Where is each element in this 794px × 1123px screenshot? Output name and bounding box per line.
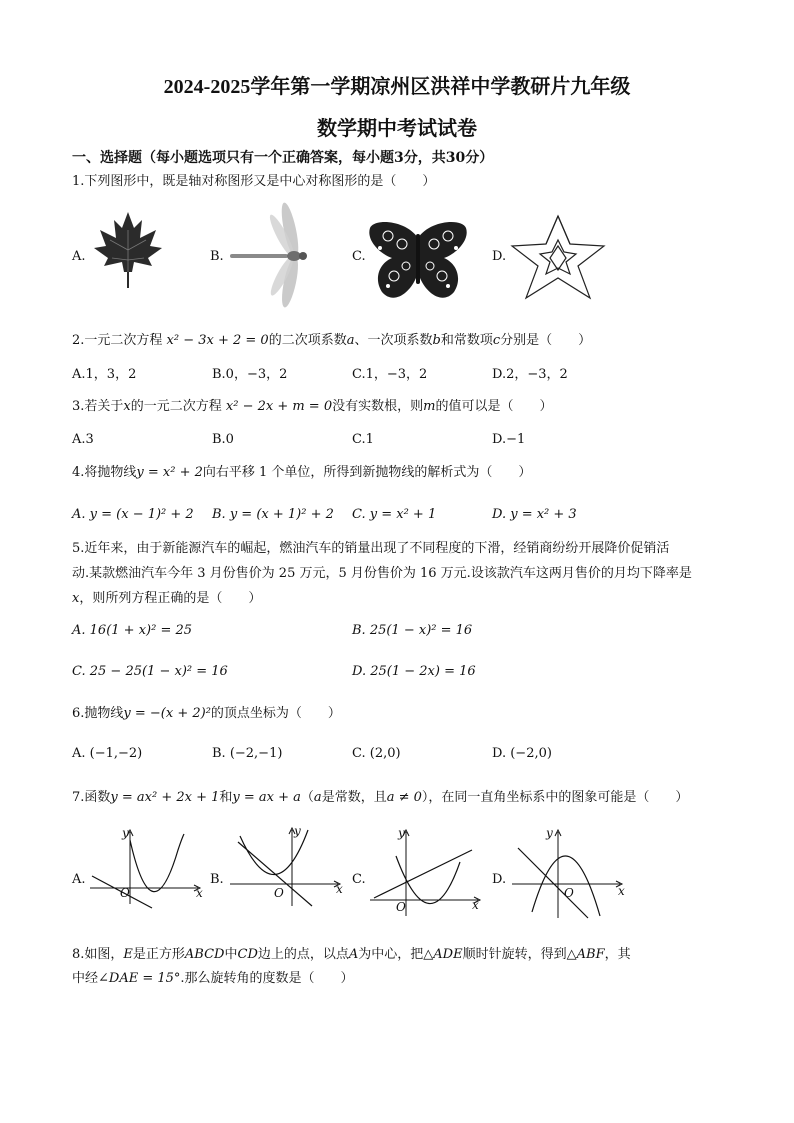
- q8-text-b: 是正方形: [132, 947, 185, 962]
- question-1-stem: 1.下列图形中，既是轴对称图形又是中心对称图形的是（ ）: [72, 174, 436, 189]
- q1-option-c-label: C.: [352, 249, 366, 264]
- q8-text-i: .那么旋转角的度数是（ ）: [180, 971, 354, 986]
- butterfly-image: [366, 218, 470, 304]
- q6-option-a: A. (−1,−2): [72, 746, 143, 761]
- q3-option-b: B.0: [212, 432, 234, 447]
- q1-option-a-label: A.: [72, 249, 86, 264]
- q8-text-h: 中经: [72, 971, 99, 986]
- q2-var-b: b: [432, 333, 441, 348]
- question-3-stem: [72, 398, 552, 416]
- q2-text-c: 、一次项系数: [354, 333, 433, 348]
- q3-option-d: D.−1: [492, 432, 526, 447]
- q3-var-x: x: [123, 399, 131, 414]
- q8-square-abcd: ABCD: [184, 947, 225, 962]
- q7-option-d-label: D.: [492, 872, 507, 887]
- q2-var-c: c: [492, 333, 501, 348]
- q7-c-origin: O: [396, 900, 406, 914]
- q4-option-a: A. y = (x − 1)² + 2: [72, 507, 194, 522]
- q4-option-b: B. y = (x + 1)² + 2: [212, 507, 334, 522]
- q2-option-b: B.0，−3，2: [212, 367, 288, 382]
- question-7-stem: [72, 789, 688, 807]
- q5-var-x: x: [72, 591, 80, 606]
- q8-point-e: E: [123, 947, 133, 962]
- q2-option-a: A.1，3，2: [72, 367, 137, 382]
- q5-option-b: B. 25(1 − x)² = 16: [352, 623, 473, 638]
- q3-text-d: 的值可以是（ ）: [435, 399, 553, 414]
- q5-option-a: A. 16(1 + x)² = 25: [72, 623, 193, 638]
- q7-graph-b: [226, 826, 346, 908]
- q4-equation: y = x² + 2: [136, 465, 203, 480]
- q7-c-axis-y: y: [398, 826, 405, 840]
- q7-condition: a ≠ 0: [386, 790, 422, 805]
- exam-title-line2: 数学期中考试试卷: [317, 118, 477, 140]
- q6-text-b: 的顶点坐标为（ ）: [210, 706, 341, 721]
- question-2-stem: [72, 332, 591, 350]
- q3-text-b: 的一元二次方程: [130, 399, 226, 414]
- q8-text-a: 8.如图，: [72, 947, 124, 962]
- q7-option-c-label: C.: [352, 872, 366, 887]
- q4-option-d: D. y = x² + 3: [492, 507, 577, 522]
- q8-angle: ∠DAE = 15°: [98, 971, 181, 986]
- q8-triangle-abf: △ABF: [566, 947, 605, 962]
- q2-text-b: 的二次项系数: [268, 333, 347, 348]
- q7-d-axis-x: x: [618, 884, 625, 898]
- q5-text: ，则所列方程正确的是（ ）: [79, 591, 262, 606]
- q7-b-axis-y: y: [294, 824, 301, 838]
- q3-text-c: 没有实数根，则: [332, 399, 424, 414]
- q7-equation-2: y = ax + a: [232, 790, 301, 805]
- q7-text-b: 和: [219, 790, 233, 805]
- q2-equation: x² − 3x + 2 = 0: [166, 333, 269, 348]
- q4-text-a: 4.将抛物线: [72, 465, 137, 480]
- q8-text-e: 为中心，把: [358, 947, 424, 962]
- q6-text-a: 6.抛物线: [72, 706, 124, 721]
- q8-text-c: 中: [224, 947, 238, 962]
- q6-equation: y = −(x + 2)²: [123, 706, 211, 721]
- q7-c-axis-x: x: [472, 898, 479, 912]
- q3-equation: x² − 2x + m = 0: [225, 399, 333, 414]
- q7-graph-d: [508, 828, 628, 920]
- q7-d-axis-y: y: [546, 826, 553, 840]
- q5-option-d: D. 25(1 − 2x) = 16: [352, 664, 476, 679]
- q7-option-a-label: A.: [72, 872, 86, 887]
- q6-option-c: C. (2,0): [352, 746, 401, 761]
- q1-option-d-label: D.: [492, 249, 507, 264]
- q3-option-a: A.3: [72, 432, 94, 447]
- maple-leaf-image: [92, 210, 164, 290]
- q8-text-g: ，其: [604, 947, 631, 962]
- q8-triangle-ade: △ADE: [423, 947, 463, 962]
- question-5-line2: 动.某款燃油汽车今年 3 月份售价为 25 万元，5 月份售价为 16 万元.设该款汽车这两月售价的月均下降率是: [72, 566, 692, 581]
- q7-a-axis-x: x: [196, 886, 203, 900]
- q1-option-b-label: B.: [210, 249, 224, 264]
- question-4-stem: [72, 464, 531, 482]
- q4-option-c: C. y = x² + 1: [352, 507, 437, 522]
- q6-option-b: B. (−2,−1): [212, 746, 283, 761]
- q7-text-c: （: [300, 790, 314, 805]
- q7-b-origin: O: [274, 886, 284, 900]
- q2-var-a: a: [346, 333, 355, 348]
- q7-text-a: 7.函数: [72, 790, 111, 805]
- q2-text-d: 和常数项: [440, 333, 493, 348]
- q2-text-a: 2.一元二次方程: [72, 333, 167, 348]
- q7-b-axis-x: x: [336, 882, 343, 896]
- q7-graph-c: [366, 828, 486, 918]
- section-heading-choice: 一、选择题（每小题选项只有一个正确答案，每小题3分，共30分）: [72, 150, 494, 166]
- dragonfly-image: [228, 200, 310, 300]
- q7-var-a: a: [313, 790, 322, 805]
- q8-text-f: 顺时针旋转，得到: [462, 947, 567, 962]
- q5-option-c: C. 25 − 25(1 − x)² = 16: [72, 664, 228, 679]
- q7-equation-1: y = ax² + 2x + 1: [110, 790, 220, 805]
- question-8-line2: [72, 970, 354, 988]
- q3-text-a: 3.若关于: [72, 399, 124, 414]
- q8-text-d: 边上的点，以点: [257, 947, 349, 962]
- question-8-line1: [72, 946, 631, 964]
- q7-text-d: 是常数，且: [321, 790, 387, 805]
- q4-text-b: 向右平移 1 个单位，所得到新抛物线的解析式为（ ）: [202, 465, 532, 480]
- q3-option-c: C.1: [352, 432, 374, 447]
- q2-option-c: C.1，−3，2: [352, 367, 428, 382]
- q2-text-e: 分别是（ ）: [500, 333, 592, 348]
- q3-var-m: m: [423, 399, 436, 414]
- q7-text-e: ），在同一直角坐标系中的图象可能是（ ）: [421, 790, 689, 805]
- q8-point-a: A: [348, 947, 359, 962]
- exam-title-line1: 2024-2025学年第一学期凉州区洪祥中学教研片九年级: [163, 76, 631, 98]
- q7-d-origin: O: [564, 886, 574, 900]
- question-5-line1: 5.近年来，由于新能源汽车的崛起，燃油汽车的销量出现了不同程度的下滑，经销商纷纷开展降价促销活: [72, 541, 670, 556]
- q7-option-b-label: B.: [210, 872, 224, 887]
- star-figure-image: [508, 210, 608, 302]
- q8-side-cd: CD: [237, 947, 258, 962]
- q7-graph-a: [86, 828, 206, 908]
- q7-a-axis-y: y: [122, 826, 129, 840]
- q2-option-d: D.2，−3，2: [492, 367, 568, 382]
- question-6-stem: [72, 705, 341, 723]
- q6-option-d: D. (−2,0): [492, 746, 552, 761]
- question-5-line3: [72, 590, 261, 608]
- q7-a-origin: O: [120, 886, 130, 900]
